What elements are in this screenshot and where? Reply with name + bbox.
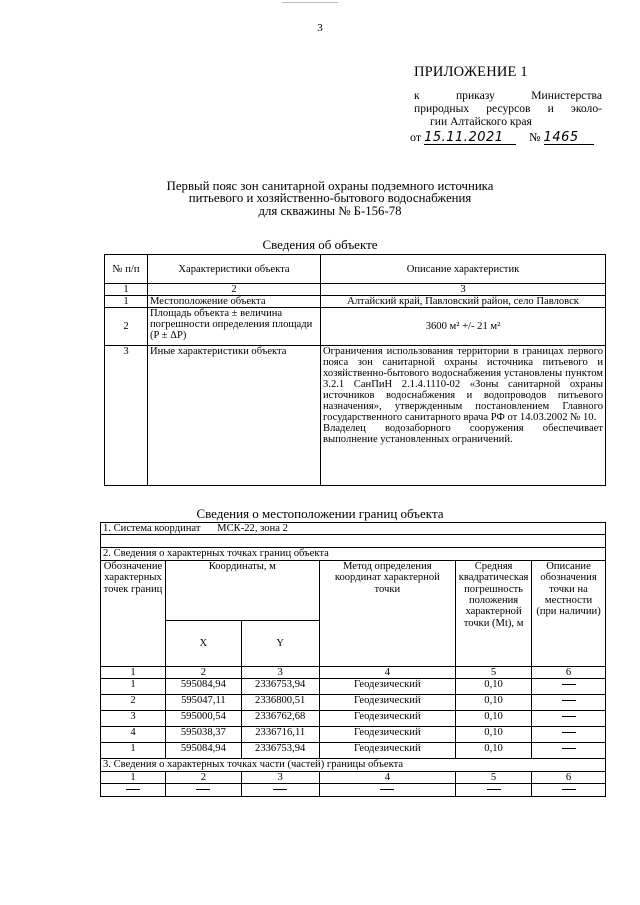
point-mt: 0,10 [456, 727, 532, 743]
empty-cell [165, 784, 241, 797]
scan-artifact [282, 2, 338, 3]
header-x: X [165, 620, 241, 666]
row-desc-paragraph-1: Ограничения использования территории в границах первого пояса зон санитарной охраны источника питьевого и хозяйственно-бытового водоснабжения установлены пунктом 3.2.1 СанПиН 2.1.4.1110-02 «Зоны санитарной охраны источников водоснабжения и водопроводов питьевого назначения», утвержденным постановлением Главного государственного санитарного врача РФ от 14.03.2002 № 10. [323, 346, 603, 423]
index-cell: 3 [241, 771, 319, 783]
index-cell: 5 [456, 666, 532, 678]
index-cell: 5 [456, 771, 532, 783]
point-x: 595047,11 [165, 695, 241, 711]
appendix-date-line [410, 130, 606, 145]
dash-mark [196, 789, 210, 790]
section-2-label: 2. Сведения о характерных точках границ объекта [101, 548, 606, 560]
coord-system-value: МСК-22, зона 2 [217, 523, 288, 534]
point-x: 595038,37 [165, 727, 241, 743]
point-method: Геодезический [319, 695, 455, 711]
header-description: Описание обозначения точки на местности (при наличии) [532, 560, 606, 666]
empty-cell [241, 784, 319, 797]
dash-mark [562, 684, 576, 685]
col-header-num: № п/п [105, 255, 148, 284]
empty-cell [456, 784, 532, 797]
point-description [532, 695, 606, 711]
row-desc-paragraph-2: Владелец водозаборного сооружения обеспечивает выполнение установленных ограничений. [323, 423, 603, 445]
point-y: 2336753,94 [241, 743, 319, 759]
empty-row [101, 535, 606, 548]
row-desc [321, 346, 606, 486]
table-row [101, 727, 606, 743]
dash-mark [562, 716, 576, 717]
boundary-heading: Сведения о местоположении границ объекта [196, 506, 444, 521]
title-line-3: для скважины № Б-156-78 [258, 203, 402, 218]
table-row [101, 711, 606, 727]
point-mt: 0,10 [456, 711, 532, 727]
date-handwritten: 15.11.2021 [424, 131, 516, 145]
coord-system-row [101, 523, 606, 535]
appendix-title: ПРИЛОЖЕНИЕ 1 [414, 64, 528, 80]
row-char: Площадь объекта ± величина погрешности определения площади (P ± ΔP) [148, 308, 321, 346]
table-row [101, 695, 606, 711]
dash-mark [562, 789, 576, 790]
dash-mark [126, 789, 140, 790]
dash-mark [562, 748, 576, 749]
index-cell: 4 [319, 771, 455, 783]
title-line-2: питьевого и хозяйственно-бытового водоснабжения [188, 191, 472, 206]
index-cell: 1 [101, 771, 166, 783]
boundary-table [100, 522, 606, 797]
point-x: 595000,54 [165, 711, 241, 727]
point-number: 4 [101, 727, 166, 743]
object-info-table [104, 254, 606, 486]
table-row [101, 743, 606, 759]
table-row [101, 679, 606, 695]
point-number: 1 [101, 679, 166, 695]
point-number: 3 [101, 711, 166, 727]
header-designation: Обозначение характерных точек границ [101, 560, 166, 666]
empty-cell [532, 784, 606, 797]
index-cell: 1 [101, 666, 166, 678]
title-line-1: Первый пояс зон санитарной охраны подземного источника [166, 179, 494, 193]
point-number: 2 [101, 695, 166, 711]
row-char: Местоположение объекта [148, 296, 321, 308]
header-coords: Координаты, м [165, 560, 319, 620]
number-handwritten: 1465 [544, 131, 594, 145]
object-info-heading: Сведения об объекте [262, 237, 378, 252]
index-cell: 6 [532, 771, 606, 783]
section-3-label: 3. Сведения о характерных точках части (частей) границы объекта [101, 759, 606, 771]
page-number: 3 [317, 22, 323, 34]
header-method: Метод определения координат характерной точки [319, 560, 455, 666]
number-prefix: № [529, 130, 541, 144]
index-cell: 6 [532, 666, 606, 678]
point-method: Геодезический [319, 711, 455, 727]
dash-mark [562, 700, 576, 701]
row-num: 3 [105, 346, 148, 486]
empty-cell [319, 784, 455, 797]
point-method: Геодезический [319, 743, 455, 759]
point-mt: 0,10 [456, 695, 532, 711]
row-desc: 3600 м² +/- 21 м² [321, 308, 606, 346]
dash-mark [487, 789, 501, 790]
appendix-text [414, 89, 602, 128]
header-y: Y [241, 620, 319, 666]
index-cell: 2 [165, 666, 241, 678]
dash-mark [562, 732, 576, 733]
table-row [101, 784, 606, 797]
point-method: Геодезический [319, 727, 455, 743]
index-cell: 3 [241, 666, 319, 678]
index-cell: 2 [165, 771, 241, 783]
point-description [532, 711, 606, 727]
document-title [100, 180, 560, 217]
dash-mark [273, 789, 287, 790]
point-description [532, 727, 606, 743]
row-desc: Алтайский край, Павловский район, село Павловск [321, 296, 606, 308]
point-y: 2336753,94 [241, 679, 319, 695]
col-header-desc: Описание характеристик [321, 255, 606, 284]
appendix-line-2: природных ресурсов и эколо- [414, 102, 602, 115]
index-cell: 1 [105, 284, 148, 296]
point-x: 595084,94 [165, 679, 241, 695]
dash-mark [380, 789, 394, 790]
date-prefix: от [410, 130, 422, 144]
row-char: Иные характеристики объекта [148, 346, 321, 486]
point-description [532, 679, 606, 695]
point-number: 1 [101, 743, 166, 759]
point-mt: 0,10 [456, 679, 532, 695]
appendix-line-1: к приказу Министерства [414, 89, 602, 102]
row-num: 2 [105, 308, 148, 346]
point-x: 595084,94 [165, 743, 241, 759]
header-error: Средняя квадратическая погрешность положения характерной точки (Mt), м [456, 560, 532, 666]
point-y: 2336716,11 [241, 727, 319, 743]
index-cell: 3 [321, 284, 606, 296]
point-method: Геодезический [319, 679, 455, 695]
col-header-char: Характеристики объекта [148, 255, 321, 284]
coord-system-label: 1. Система координат [103, 523, 201, 534]
index-cell: 4 [319, 666, 455, 678]
appendix-line-3: гии Алтайского края [430, 115, 532, 128]
point-y: 2336762,68 [241, 711, 319, 727]
index-cell: 2 [148, 284, 321, 296]
empty-cell [101, 784, 166, 797]
row-num: 1 [105, 296, 148, 308]
point-description [532, 743, 606, 759]
point-mt: 0,10 [456, 743, 532, 759]
point-y: 2336800,51 [241, 695, 319, 711]
